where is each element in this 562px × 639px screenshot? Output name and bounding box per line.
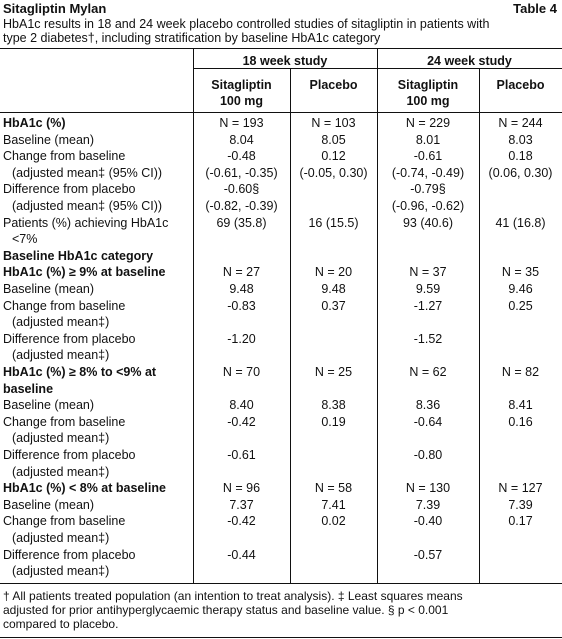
rule-top [0,48,562,49]
row-value: -1.20 [227,332,256,346]
study-18-header: 18 week study [242,54,328,68]
row-value: -1.27 [413,299,443,313]
row-value: 69 (35.8) [216,216,267,230]
row-value: N = 25 [314,365,353,379]
row-label: Baseline HbA1c category [3,249,154,263]
row-value: 93 (40.6) [402,216,454,230]
row-value: N = 37 [409,265,447,279]
row-label: Difference from placebo [3,332,136,346]
row-value: N = 62 [409,365,447,379]
table-number: Table 4 [513,1,557,16]
row-value: -0.64 [413,415,443,429]
row-label: Change from baseline [3,415,126,429]
row-value: (-0.05, 0.30) [299,166,368,180]
row-value: 0.18 [508,149,533,163]
rule-header-bottom [0,112,562,113]
row-value: -0.40 [413,514,443,528]
row-value: 9.48 [321,282,346,296]
row-label: HbA1c (%) [3,116,66,130]
row-label: Baseline (mean) [3,498,95,512]
row-value: N = 193 [219,116,264,130]
row-value: 7.39 [508,498,533,512]
row-value: -0.79§ [410,182,446,196]
row-value: 8.04 [229,133,254,147]
row-label: Change from baseline [3,514,126,528]
row-label: Difference from placebo [3,182,136,196]
row-label: Difference from placebo [3,448,136,462]
rule-table-bottom [0,583,562,584]
row-label: Change from baseline [3,149,126,163]
row-label: Baseline (mean) [3,282,95,296]
row-value: 0.37 [321,299,346,313]
row-value: 8.03 [508,133,533,147]
title-bar [3,2,559,18]
row-value: N = 130 [405,481,451,495]
row-value: 8.05 [321,133,346,147]
row-label: (adjusted mean‡) [12,431,110,445]
row-value: 0.12 [321,149,346,163]
row-value: N = 127 [498,481,543,495]
row-value: 16 (15.5) [308,216,359,230]
row-value: 8.41 [508,398,533,412]
row-value: -0.60§ [223,182,260,196]
row-value: 8.38 [321,398,346,412]
row-label: HbA1c (%) ≥ 9% at baseline [3,265,166,279]
row-label: (adjusted mean‡) [12,465,110,479]
row-value: 8.36 [415,398,441,412]
row-value: -0.48 [227,149,256,163]
row-value: -0.42 [227,415,256,429]
row-label: (adjusted mean‡) [12,348,110,362]
row-value: 0.17 [508,514,533,528]
col-sita-24-l2: 100 mg [406,94,450,108]
row-value: N = 96 [222,481,261,495]
row-value: (-0.74, -0.49) [391,166,465,180]
row-value: N = 70 [222,365,261,379]
row-value: 7.41 [321,498,346,512]
study-24-header: 24 week study [427,54,512,68]
row-value: -0.61 [227,448,256,462]
caption-line-1: HbA1c results in 18 and 24 week placebo controlled studies of sitagliptin in patients with [3,17,490,31]
row-value: N = 27 [222,265,261,279]
row-label: baseline [3,382,54,396]
row-value: 7.37 [229,498,254,512]
rule-page-bottom [0,637,562,638]
row-value: (0.06, 0.30) [488,166,553,180]
row-value: 7.39 [415,498,441,512]
table-caption [3,17,559,45]
row-value: 41 (16.8) [495,216,546,230]
row-value: N = 58 [314,481,353,495]
row-value: (-0.96, -0.62) [391,199,465,213]
row-value: -0.83 [227,299,256,313]
row-label: Patients (%) achieving HbA1c [3,216,169,230]
row-value: N = 82 [501,365,540,379]
row-value: 8.40 [229,398,254,412]
row-label: HbA1c (%) < 8% at baseline [3,481,166,495]
row-value: -0.61 [413,149,443,163]
row-value: -0.44 [227,548,256,562]
footnote-line-3: compared to placebo. [3,617,119,631]
row-label: <7% [12,232,38,246]
row-value: N = 229 [405,116,451,130]
row-value: 9.48 [229,282,254,296]
product-name: Sitagliptin Mylan [3,1,107,16]
row-value: N = 20 [314,265,353,279]
col-sita-18-l2: 100 mg [219,94,264,108]
row-value: 9.46 [508,282,533,296]
row-value: N = 35 [501,265,540,279]
row-value: 0.16 [508,415,533,429]
row-label: (adjusted mean‡) [12,564,110,578]
row-value: -0.80 [413,448,443,462]
row-value: (-0.61, -0.35) [205,166,278,180]
row-value: 0.19 [321,415,346,429]
row-label: Baseline (mean) [3,133,95,147]
row-value: -0.42 [227,514,256,528]
row-label: (adjusted mean‡ (95% CI)) [12,199,163,213]
row-label: Difference from placebo [3,548,136,562]
row-value: -0.57 [413,548,443,562]
row-value: 8.01 [415,133,441,147]
row-label: HbA1c (%) ≥ 8% to <9% at [3,365,157,379]
col-placebo-24: Placebo [496,78,545,92]
col-sita-24-l1: Sitagliptin [397,78,459,92]
table-footnote [3,589,559,631]
row-value: 0.25 [508,299,533,313]
row-label: Change from baseline [3,299,126,313]
row-label: Baseline (mean) [3,398,95,412]
col-placebo-18: Placebo [309,78,358,92]
footnote-line-2: adjusted for prior antihyperglycaemic therapy status and baseline value. § p < 0.001 [3,603,449,617]
row-value: 9.59 [415,282,441,296]
col-sita-18-l1: Sitagliptin [211,78,272,92]
row-value: 0.02 [321,514,346,528]
row-value: N = 103 [311,116,356,130]
row-value: -1.52 [413,332,443,346]
row-label: (adjusted mean‡ (95% CI)) [12,166,163,180]
footnote-line-1: † All patients treated population (an intention to treat analysis). ‡ Least squares means [3,589,463,603]
row-label: (adjusted mean‡) [12,315,110,329]
row-label: (adjusted mean‡) [12,531,110,545]
row-value: N = 244 [498,116,543,130]
caption-line-2: type 2 diabetes†, including stratification by baseline HbA1c category [3,31,381,45]
row-value: (-0.82, -0.39) [205,199,278,213]
